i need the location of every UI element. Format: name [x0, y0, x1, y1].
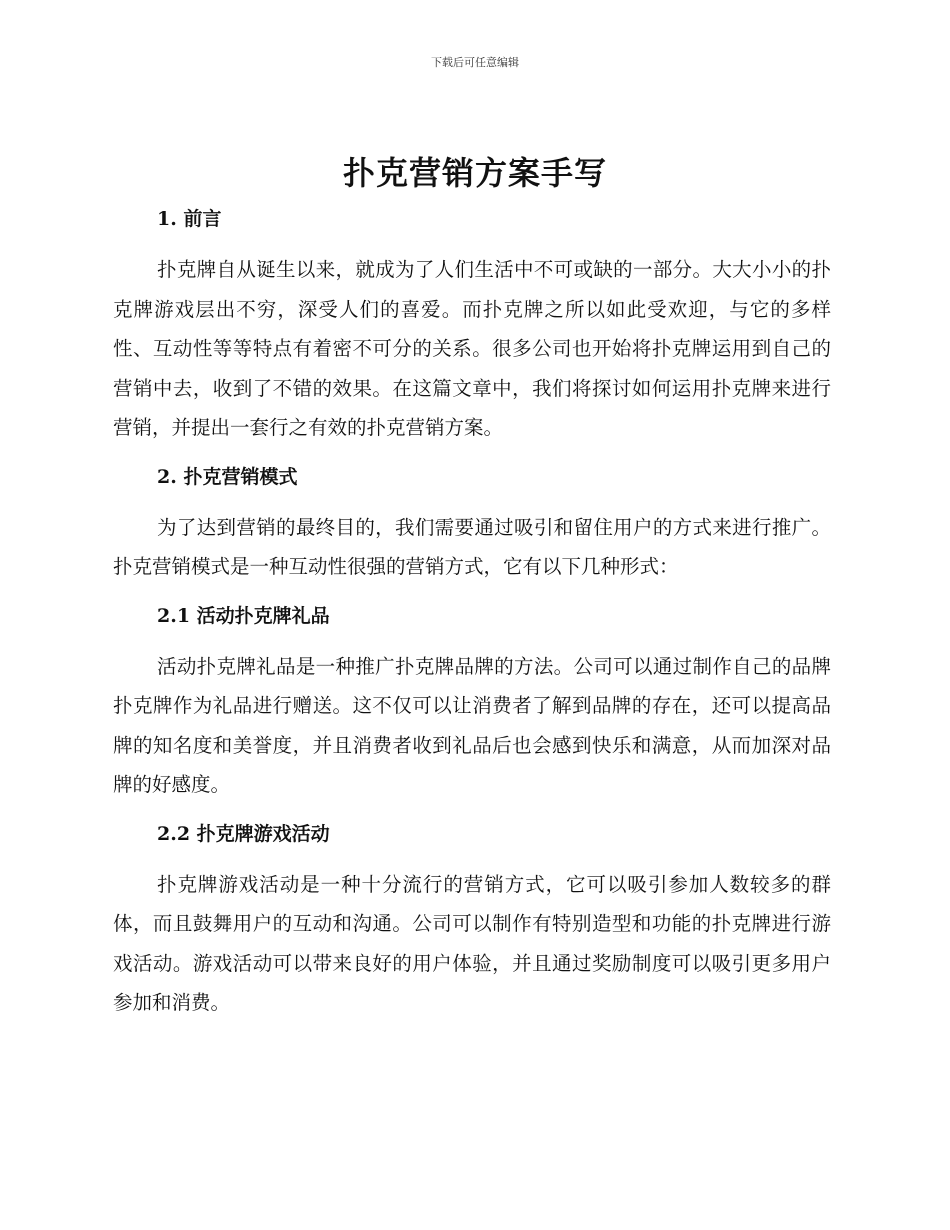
section-heading-preface: 1. 前言 [157, 208, 222, 230]
section-heading-marketing-model: 2. 扑克营销模式 [157, 465, 298, 488]
section-paragraph-marketing-model: 为了达到营销的最终目的，我们需要通过吸引和留住用户的方式来进行推广。扑克营销模式是一种互动性很强的营销方式，它有以下几种形式： [113, 515, 831, 578]
section-heading-gift: 2.1 活动扑克牌礼品 [157, 604, 330, 627]
header-note: 下载后可任意编辑 [431, 56, 519, 69]
document-title: 扑克营销方案手写 [342, 154, 607, 192]
section-paragraph-gift: 活动扑克牌礼品是一种推广扑克牌品牌的方法。公司可以通过制作自己的品牌扑克牌作为礼品进行赠送。这不仅可以让消费者了解到品牌的存在，还可以提高品牌的知名度和美誉度，并且消费者收到礼品后也会感到快乐和满意，从而加深对品牌的好感度。 [113, 654, 831, 796]
section-heading-game-activity: 2.2 扑克牌游戏活动 [157, 822, 330, 845]
section-paragraph-game-activity: 扑克牌游戏活动是一种十分流行的营销方式，它可以吸引参加人数较多的群体，而且鼓舞用户的互动和沟通。公司可以制作有特别造型和功能的扑克牌进行游戏活动。游戏活动可以带来良好的用户体验，并且通过奖励制度可以吸引更多用户参加和消费。 [113, 872, 831, 1014]
section-paragraph-preface: 扑克牌自从诞生以来，就成为了人们生活中不可或缺的一部分。大大小小的扑克牌游戏层出不穷，深受人们的喜爱。而扑克牌之所以如此受欢迎，与它的多样性、互动性等等特点有着密不可分的关系。很多公司也开始将扑克牌运用到自己的营销中去，收到了不错的效果。在这篇文章中，我们将探讨如何运用扑克牌来进行营销，并提出一套行之有效的扑克营销方案。 [113, 258, 831, 439]
document-body [113, 202, 831, 1023]
